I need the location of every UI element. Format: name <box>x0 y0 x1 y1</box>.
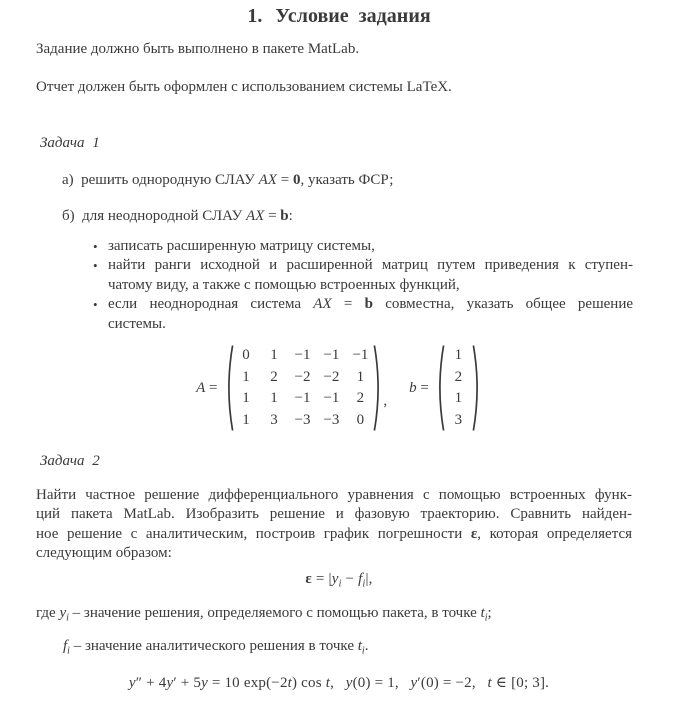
matrix-cell: 1 <box>454 347 463 363</box>
intro-paragraph-2: Отчет должен быть оформлен с использованием системы LaTeX. <box>36 79 452 95</box>
task1-item-a: а) решить однородную СЛАУ AX = 0, указать ФСР; <box>62 172 394 188</box>
bullet-2-line-1: найти ранги исходной и расширенной матриц путем приведения к ступен- <box>108 257 633 274</box>
section-title-text: Условие задания <box>275 5 431 27</box>
bullet-icon: • <box>93 258 98 274</box>
task2-para-line-3: ное решение с аналитическим, построив график погрешности ε, которая определяется <box>36 525 633 542</box>
where-line: где $y_i$ – значение решения, определяемого с помощью пакета, в точке $t_i$; <box>36 605 492 624</box>
matrix-a-label: A = <box>196 379 218 396</box>
matrix-cell: 1 <box>454 390 463 406</box>
task2-paragraph <box>36 486 632 564</box>
section-number: 1. <box>247 5 263 27</box>
matrix-equation <box>0 344 678 432</box>
matrix-cell: 3 <box>270 411 278 428</box>
fi-definition-line: $f_i$ – значение аналитического решения в точке $t_i$. <box>63 638 369 657</box>
matrix-cell: 1 <box>270 390 278 406</box>
matrix-cell: −2 <box>294 368 311 385</box>
task2-para-line-4: следующим образом: <box>36 545 172 562</box>
matrix-cell: 0 <box>242 347 250 363</box>
vector-b-right-paren-icon <box>472 344 482 432</box>
matrix-a-left-paren-icon <box>224 344 234 432</box>
final-equation: y″ + 4y′ + 5y = 10 exp(−2t) cos t, y(0) = 1, y′(0) = −2, t ∈ [0; 3]. <box>128 675 550 691</box>
matrix-cell: 1 <box>242 368 250 385</box>
section-title <box>0 4 678 28</box>
bullet-1-text: записать расширенную матрицу системы, <box>108 238 375 254</box>
matrix-cell: −3 <box>294 411 311 428</box>
matrix-cell: −1 <box>294 390 311 406</box>
task2-para-line-1: Найти частное решение дифференциального уравнения с помощью встроенных функ- <box>36 487 632 503</box>
task1-bullet-list <box>93 237 633 334</box>
matrix-a-right-paren-icon <box>373 344 383 432</box>
matrix-cell: −1 <box>294 347 311 363</box>
matrix-cell: 1 <box>270 347 278 363</box>
matrix-cell: 2 <box>454 368 463 385</box>
matrix-cell: 0 <box>356 411 365 428</box>
matrix-cell: −1 <box>323 347 340 363</box>
matrix-cell: −3 <box>323 411 340 428</box>
matrix-cell: 1 <box>242 390 250 406</box>
vector-b-grid <box>445 345 472 431</box>
vector-b-label: b = <box>409 379 429 396</box>
matrix-cell: 2 <box>270 368 278 385</box>
bullet-3-line-1: если неоднородная система AX = b совместна, указать общее решение <box>108 296 633 313</box>
intro-paragraph-1: Задание должно быть выполнено в пакете MatLab. <box>36 41 360 57</box>
vector-b-left-paren-icon <box>435 344 445 432</box>
epsilon-equation: $\varepsilon = |y_i - f_i|$, <box>305 571 373 590</box>
matrix-a-grid <box>234 345 374 431</box>
bullet-item-2 <box>93 256 633 295</box>
matrix-cell: −1 <box>352 347 369 363</box>
task2-para-line-2: ций пакета MatLab. Изобразить решение и фазовую траекторию. Сравнить найден- <box>36 506 632 523</box>
bullet-3-line-2: системы. <box>108 315 166 332</box>
bullet-icon: • <box>93 297 98 313</box>
bullet-item-1 <box>93 237 633 256</box>
matrix-cell: 1 <box>356 368 365 385</box>
matrix-comma: , <box>383 392 388 409</box>
matrix-cell: 1 <box>242 411 250 428</box>
bullet-icon: • <box>93 239 98 254</box>
matrix-cell: −1 <box>323 390 340 406</box>
task1-heading: Задача 1 <box>40 135 100 151</box>
task2-heading: Задача 2 <box>40 453 100 469</box>
matrix-cell: −2 <box>323 368 340 385</box>
bullet-2-line-2: чатому виду, а также с помощью встроенных функций, <box>108 276 460 293</box>
bullet-item-3 <box>93 295 633 334</box>
task1-item-b: б) для неоднородной СЛАУ AX = b: <box>62 208 293 224</box>
matrix-cell: 3 <box>454 411 463 428</box>
matrix-cell: 2 <box>356 390 365 406</box>
